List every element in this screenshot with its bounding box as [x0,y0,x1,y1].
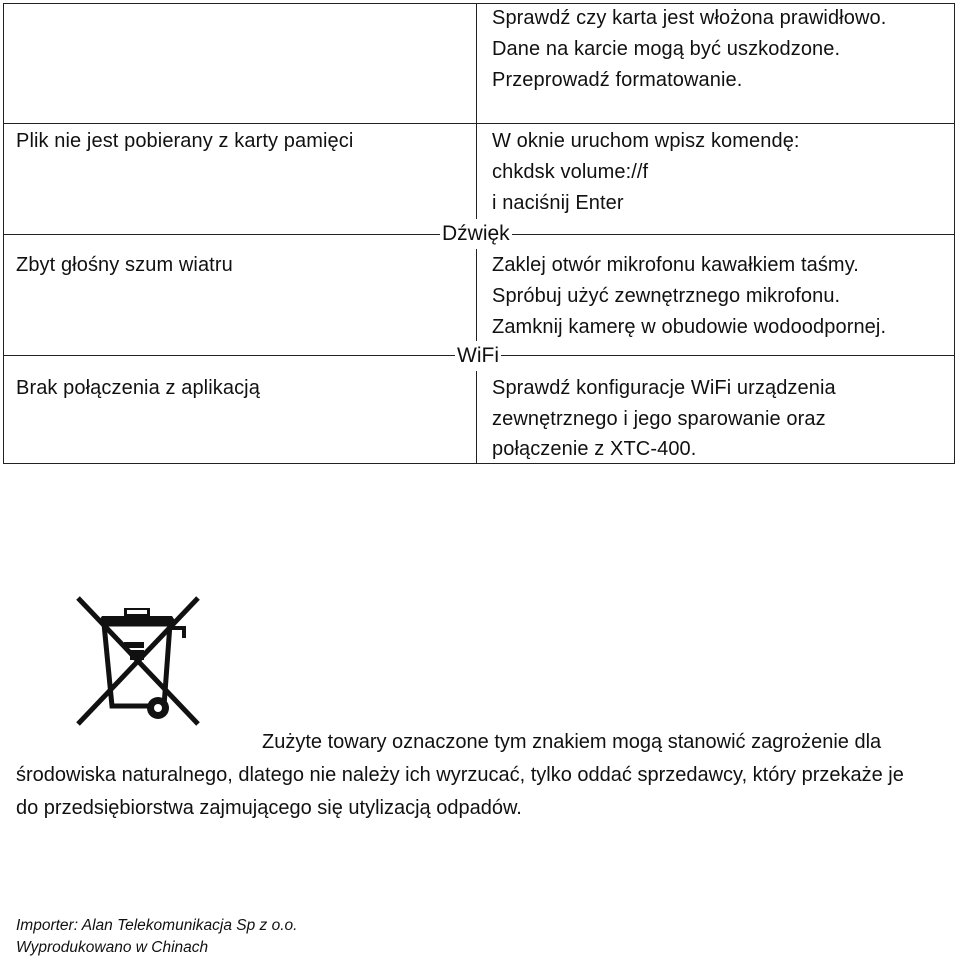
solution-line: połączenie z XTC-400. [492,438,697,460]
crossed-out-wheelie-bin-icon [72,594,204,728]
origin-info: Wyprodukowano w Chinach [16,939,209,956]
notice-line: Zużyte towary oznaczone tym znakiem mogą stanowić zagrożenie dla [262,731,882,753]
solution-line: zewnętrznego i jego sparowanie oraz [492,408,826,430]
problem-cell: Zbyt głośny szum wiatru [16,254,233,276]
notice-line: do przedsiębiorstwa zajmującego się utylizacją odpadów. [16,797,522,819]
notice-line: środowiska naturalnego, dlatego nie należy ich wyrzucać, tylko oddać sprzedawcy, który przekaże je [16,764,904,786]
solution-line: Zamknij kamerę w obudowie wodoodpornej. [492,316,887,338]
solution-line: chkdsk volume://f [492,161,649,183]
solution-line: Zaklej otwór mikrofonu kawałkiem taśmy. [492,254,859,276]
solution-line: W oknie uruchom wpisz komendę: [492,130,800,152]
solution-line: Dane na karcie mogą być uszkodzone. [492,38,841,60]
solution-line: i naciśnij Enter [492,192,624,214]
disposal-notice [16,726,946,825]
solution-line: Sprawdź konfiguracje WiFi urządzenia [492,377,836,399]
section-heading-wifi: WiFi [455,341,501,371]
solution-line: Spróbuj użyć zewnętrznego mikrofonu. [492,285,841,307]
importer-info: Importer: Alan Telekomunikacja Sp z o.o. [16,917,298,934]
problem-cell: Plik nie jest pobierany z karty pamięci [16,130,354,152]
solution-line: Przeprowadź formatowanie. [492,69,743,91]
table-row-divider [3,123,955,124]
section-heading-sound: Dźwięk [440,219,512,249]
problem-cell: Brak połączenia z aplikacją [16,377,260,399]
solution-line: Sprawdź czy karta jest włożona prawidłowo. [492,7,887,29]
